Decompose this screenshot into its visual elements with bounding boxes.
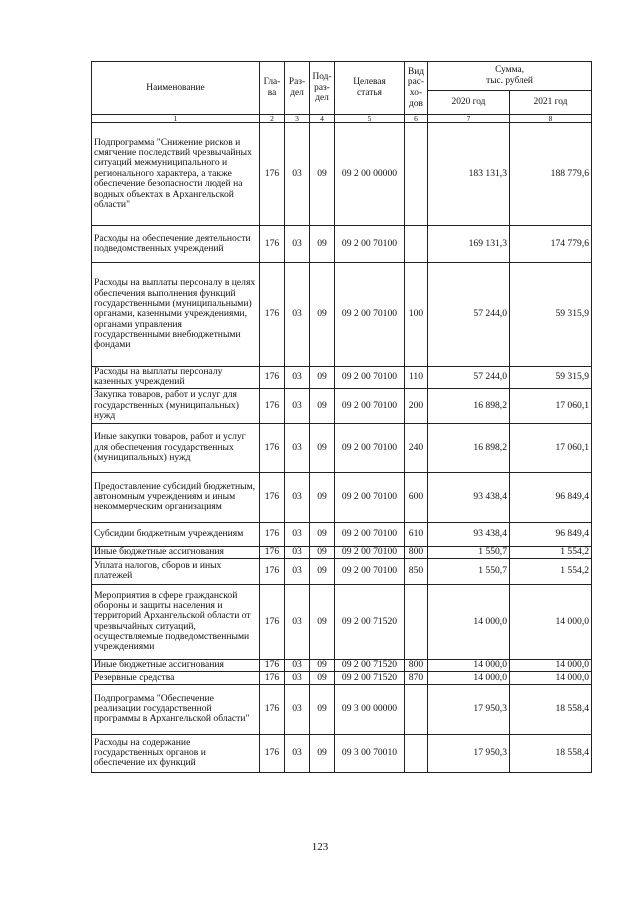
row-target-article: 09 2 00 70100: [335, 472, 405, 522]
row-sum-2021: 174 779,6: [510, 226, 592, 263]
col-number: 1: [92, 115, 260, 123]
row-name: Резервные средства: [92, 671, 260, 684]
col-number: 7: [428, 115, 510, 123]
row-target-article: 09 2 00 70100: [335, 423, 405, 472]
row-sum-2021: 14 000,0: [510, 659, 592, 671]
row-sum-2020: 93 438,4: [428, 472, 510, 522]
col-number: 3: [285, 115, 310, 123]
row-razdel: 03: [285, 684, 310, 734]
row-glava: 176: [260, 546, 285, 558]
row-sum-2020: 57 244,0: [428, 263, 510, 367]
row-sum-2020: 17 950,3: [428, 734, 510, 772]
row-sum-2020: 16 898,2: [428, 423, 510, 472]
row-sum-2020: 14 000,0: [428, 584, 510, 659]
row-sum-2020: 183 131,3: [428, 123, 510, 226]
row-name: Мероприятия в сфере гражданской обороны и защиты населения и территорий Архангельской области от чрезвычайных ситуаций, осуществляемые подведомственными учреждениями: [92, 584, 260, 659]
row-sum-2020: 16 898,2: [428, 388, 510, 423]
row-name: Иные закупки товаров, работ и услуг для обеспечения государственных (муниципальных) нужд: [92, 423, 260, 472]
row-expense-type: 100: [405, 263, 428, 367]
row-expense-type: 850: [405, 558, 428, 584]
row-sum-2020: 1 550,7: [428, 546, 510, 558]
row-name: Подпрограмма "Обеспечение реализации государственной программы в Архангельской области": [92, 684, 260, 734]
row-podrazdel: 09: [310, 671, 335, 684]
row-sum-2020: 1 550,7: [428, 558, 510, 584]
row-target-article: 09 2 00 70100: [335, 522, 405, 546]
table-header: [92, 62, 592, 123]
row-target-article: 09 3 00 70010: [335, 734, 405, 772]
row-name: Закупка товаров, работ и услуг для государственных (муниципальных) нужд: [92, 388, 260, 423]
row-glava: 176: [260, 263, 285, 367]
row-sum-2020: 17 950,3: [428, 684, 510, 734]
row-razdel: 03: [285, 522, 310, 546]
row-glava: 176: [260, 472, 285, 522]
row-sum-2021: 18 558,4: [510, 684, 592, 734]
row-podrazdel: 09: [310, 546, 335, 558]
header-name-label: Наименование: [146, 82, 205, 93]
row-name: Иные бюджетные ассигнования: [92, 659, 260, 671]
header-name: [92, 62, 260, 115]
row-podrazdel: 09: [310, 472, 335, 522]
row-sum-2020: 93 438,4: [428, 522, 510, 546]
table-row: [92, 734, 592, 772]
table-row: [92, 423, 592, 472]
row-podrazdel: 09: [310, 226, 335, 263]
row-razdel: 03: [285, 226, 310, 263]
row-name: Иные бюджетные ассигнования: [92, 546, 260, 558]
table-row: [92, 659, 592, 671]
row-sum-2020: 14 000,0: [428, 671, 510, 684]
row-sum-2021: 18 558,4: [510, 734, 592, 772]
header-year-2020: 2020 год: [428, 91, 510, 115]
row-glava: 176: [260, 123, 285, 226]
col-number: 4: [310, 115, 335, 123]
row-glava: 176: [260, 684, 285, 734]
row-razdel: 03: [285, 388, 310, 423]
row-sum-2021: 14 000,0: [510, 671, 592, 684]
table-row: [92, 671, 592, 684]
row-expense-type: 200: [405, 388, 428, 423]
row-name: Расходы на обеспечение деятельности подведомственных учреждений: [92, 226, 260, 263]
row-sum-2020: 14 000,0: [428, 659, 510, 671]
col-number: 8: [510, 115, 592, 123]
row-glava: 176: [260, 584, 285, 659]
row-podrazdel: 09: [310, 423, 335, 472]
row-sum-2021: 188 779,6: [510, 123, 592, 226]
header-article: Целевая статья: [335, 62, 405, 115]
col-number: 2: [260, 115, 285, 123]
row-target-article: 09 2 00 70100: [335, 263, 405, 367]
row-sum-2020: 169 131,3: [428, 226, 510, 263]
row-expense-type: [405, 734, 428, 772]
row-target-article: 09 2 00 71520: [335, 584, 405, 659]
row-sum-2021: 96 849,4: [510, 522, 592, 546]
row-target-article: 09 3 00 00000: [335, 684, 405, 734]
row-razdel: 03: [285, 659, 310, 671]
table-row: [92, 472, 592, 522]
row-expense-type: 800: [405, 546, 428, 558]
table-row: [92, 123, 592, 226]
row-expense-type: 600: [405, 472, 428, 522]
col-number: 5: [335, 115, 405, 123]
row-target-article: 09 2 00 71520: [335, 671, 405, 684]
row-sum-2021: 96 849,4: [510, 472, 592, 522]
row-expense-type: 110: [405, 367, 428, 389]
table-row: [92, 388, 592, 423]
row-name: Предоставление субсидий бюджетным, автономным учреждениям и иным некоммерческим организациям: [92, 472, 260, 522]
row-razdel: 03: [285, 671, 310, 684]
row-name: Уплата налогов, сборов и иных платежей: [92, 558, 260, 584]
row-glava: 176: [260, 423, 285, 472]
table-row: [92, 584, 592, 659]
row-razdel: 03: [285, 472, 310, 522]
column-number-row: [92, 115, 592, 123]
row-target-article: 09 2 00 70100: [335, 546, 405, 558]
row-razdel: 03: [285, 123, 310, 226]
row-target-article: 09 2 00 70100: [335, 367, 405, 389]
row-podrazdel: 09: [310, 558, 335, 584]
row-podrazdel: 09: [310, 734, 335, 772]
row-sum-2021: 17 060,1: [510, 423, 592, 472]
row-glava: 176: [260, 659, 285, 671]
row-expense-type: [405, 584, 428, 659]
header-vid: Вид рас- хо- дов: [405, 62, 428, 115]
row-expense-type: [405, 684, 428, 734]
row-sum-2021: 14 000,0: [510, 584, 592, 659]
row-glava: 176: [260, 671, 285, 684]
row-podrazdel: 09: [310, 522, 335, 546]
row-podrazdel: 09: [310, 584, 335, 659]
row-podrazdel: 09: [310, 263, 335, 367]
row-glava: 176: [260, 367, 285, 389]
row-razdel: 03: [285, 367, 310, 389]
row-glava: 176: [260, 558, 285, 584]
row-podrazdel: 09: [310, 684, 335, 734]
row-razdel: 03: [285, 584, 310, 659]
row-target-article: 09 2 00 70100: [335, 388, 405, 423]
row-expense-type: 240: [405, 423, 428, 472]
table-row: [92, 684, 592, 734]
table-row: [92, 367, 592, 389]
row-razdel: 03: [285, 558, 310, 584]
row-sum-2020: 57 244,0: [428, 367, 510, 389]
col-number: 6: [405, 115, 428, 123]
table-row: [92, 522, 592, 546]
header-summa: Сумма, тыс. рублей: [428, 62, 592, 91]
row-podrazdel: 09: [310, 659, 335, 671]
row-sum-2021: 17 060,1: [510, 388, 592, 423]
table-row: [92, 546, 592, 558]
header-razdel: Раз- дел: [285, 62, 310, 115]
row-expense-type: 610: [405, 522, 428, 546]
row-sum-2021: 1 554,2: [510, 546, 592, 558]
row-expense-type: 800: [405, 659, 428, 671]
row-target-article: 09 2 00 00000: [335, 123, 405, 226]
row-razdel: 03: [285, 423, 310, 472]
row-glava: 176: [260, 388, 285, 423]
row-razdel: 03: [285, 546, 310, 558]
row-glava: 176: [260, 734, 285, 772]
row-glava: 176: [260, 226, 285, 263]
table-row: [92, 226, 592, 263]
row-name: Субсидии бюджетным учреждениям: [92, 522, 260, 546]
table-row: [92, 558, 592, 584]
header-glava: Гла- ва: [260, 62, 285, 115]
header-podrazdel: Под- раз- дел: [310, 62, 335, 115]
row-name: Расходы на выплаты персоналу казенных учреждений: [92, 367, 260, 389]
table-body: [92, 123, 592, 773]
page-number: 123: [311, 841, 329, 853]
row-sum-2021: 1 554,2: [510, 558, 592, 584]
row-expense-type: [405, 123, 428, 226]
row-target-article: 09 2 00 70100: [335, 226, 405, 263]
header-year-2021: 2021 год: [510, 91, 592, 115]
row-glava: 176: [260, 522, 285, 546]
row-name: Подпрограмма "Снижение рисков и смягчение последствий чрезвычайных ситуаций межмуниципального и регионального характера, а также обеспечение безопасности людей на водных объектах в Архангельской области": [92, 123, 260, 226]
table-row: [92, 263, 592, 367]
row-podrazdel: 09: [310, 123, 335, 226]
row-expense-type: [405, 226, 428, 263]
row-podrazdel: 09: [310, 367, 335, 389]
row-sum-2021: 59 315,9: [510, 367, 592, 389]
row-razdel: 03: [285, 734, 310, 772]
row-sum-2021: 59 315,9: [510, 263, 592, 367]
row-razdel: 03: [285, 263, 310, 367]
row-name: Расходы на содержание государственных органов и обеспечение их функций: [92, 734, 260, 772]
row-name: Расходы на выплаты персоналу в целях обеспечения выполнения функций государственными (муниципальными) органами, казенными учреждениями, органами управления государственными внебюджетными фондами: [92, 263, 260, 367]
budget-table: [91, 61, 592, 773]
row-podrazdel: 09: [310, 388, 335, 423]
row-target-article: 09 2 00 70100: [335, 558, 405, 584]
row-target-article: 09 2 00 71520: [335, 659, 405, 671]
row-expense-type: 870: [405, 671, 428, 684]
